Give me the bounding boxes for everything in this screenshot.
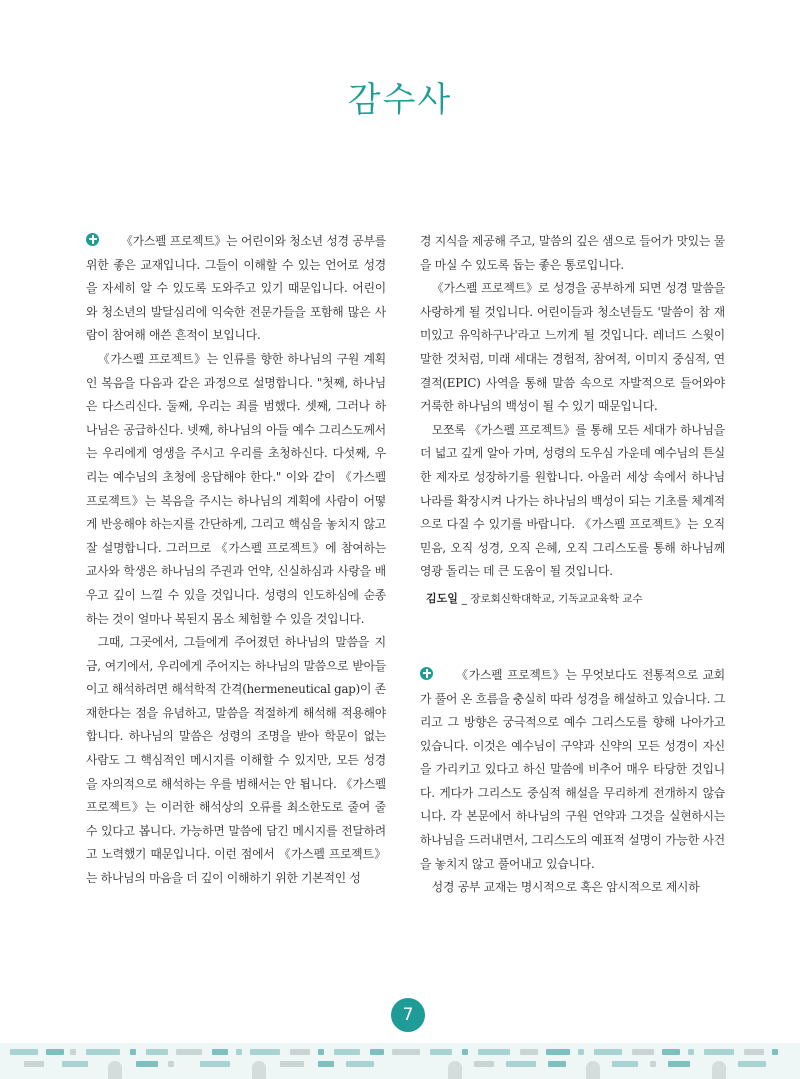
reviewer-name: 김도일 — [426, 591, 458, 605]
paragraph: 모쪼록 《가스펠 프로젝트》를 통해 모든 세대가 하나님을 더 넓고 깊게 알아 가며, 성령의 도우심 가운데 예수님의 튼실한 제자로 성장하기를 원합니다. 아울러 세상 속에서 하나님 나라를 확장시켜 나가는 하나님의 백성이 되는 기초를 체계적으로 다질 수 있기를 바랍니다. 《가스펠 프로젝트》는 오직 믿음, 오직 성경, 오직 은혜, 오직 그리스도를 통해 하나님께 영광 돌리는 데 큰 도움이 될 것입니다. — [420, 422, 725, 579]
reviewer-signature — [420, 590, 725, 606]
paragraph: 《가스펠 프로젝트》는 인류를 향한 하나님의 구원 계획인 복음을 다음과 같은 과정으로 설명합니다. "첫째, 하나님은 다스리신다. 둘째, 우리는 죄를 범했다. 셋째, 그러나 하나님은 공급하신다. 넷째, 하나님의 아들 예수 그리스도께서는 우리에게 영생을 주시고 우리를 초청하신다. 다섯째, 우리는 예수님의 초청에 응답해야 한다." 이와 같이 《가스펠 프로젝트》는 복음을 주시는 하나님의 계획에 사람이 어떻게 반응해야 하는지를 간단하게, 그리고 핵심을 놓치지 않고 잘 설명합니다. 그러므로 《가스펠 프로젝트》에 참여하는 교사와 학생은 하나님의 주권과 언약, 신실하심과 사랑을 배우고 깊이 느낄 수 있을 것입니다. 성령의 인도하심에 순종하는 것이 얼마나 복된지 몸소 체험할 수 있을 것입니다. — [86, 351, 386, 626]
paragraph — [86, 230, 386, 348]
page-title: 감수사 — [347, 80, 453, 120]
cross-bullet-icon — [420, 667, 433, 680]
paragraph: 《가스펠 프로젝트》로 성경을 공부하게 되면 성경 말씀을 사랑하게 될 것입니다. 어린이들과 청소년들도 '말씀이 참 재미있고 유익하구나'라고 느끼게 될 것입니다. 레너드 스윗이 말한 것처럼, 미래 세대는 경험적, 참여적, 이미지 중심적, 연결적(EPIC) 사역을 통해 말씀 속으로 자발적으로 들어와야 거룩한 하나님의 백성이 될 수 있기 때문입니다. — [420, 281, 725, 414]
paragraph-text: 《가스펠 프로젝트》는 무엇보다도 전통적으로 교회가 풀어 온 흐름을 충실히 따라 성경을 해설하고 있습니다. 그리고 그 방향은 궁극적으로 예수 그리스도를 향해 나아가고 있습니다. 이것은 예수님이 구약과 신약의 모든 성경이 자신을 가리키고 있다고 하신 말씀에 비추어 매우 타당한 것입니다. 게다가 그리스도 중심적 해설을 무리하게 전개하지 않습니다. 각 본문에서 하나님의 구원 언약과 그것을 실현하시는 하나님을 드러내면서, 그리스도의 예표적 설명이 가능한 사건을 놓치지 않고 풀어내고 있습니다. — [420, 667, 725, 871]
right-column — [420, 230, 725, 900]
reviewer-affiliation: _ 장로회신학대학교, 기독교교육학 교수 — [461, 592, 643, 605]
page-number: 7 — [391, 998, 425, 1032]
paragraph: 성경 공부 교재는 명시적으로 혹은 암시적으로 제시하 — [431, 880, 700, 895]
left-column — [86, 230, 386, 891]
paragraph — [420, 664, 725, 876]
paragraph: 경 지식을 제공해 주고, 말씀의 깊은 샘으로 들어가 맛있는 물을 마실 수 있도록 돕는 좋은 통로입니다. — [420, 234, 725, 272]
decorative-footer-pattern — [0, 1043, 800, 1079]
paragraph: 그때, 그곳에서, 그들에게 주어졌던 하나님의 말씀을 지금, 여기에서, 우리에게 주어지는 하나님의 말씀으로 받아들이고 해석하려면 해석학적 간격(hermeneutical gap)이 존재한다는 점을 유념하고, 말씀을 적절하게 해석해 적용해야 합니다. 하나님의 말씀은 성령의 조명을 받아 학문이 없는 사람도 그 핵심적인 메시지를 이해할 수 있지만, 모든 성경을 자의적으로 해석하는 우를 범해서는 안 됩니다. 《가스펠 프로젝트》는 이러한 해석상의 오류를 최소한도로 줄여 줄 수 있다고 봅니다. 가능하면 말씀에 담긴 메시지를 전달하려고 노력했기 때문입니다. 이런 점에서 《가스펠 프로젝트》는 하나님의 마음을 더 깊이 이해하기 위한 기본적인 성 — [86, 635, 386, 886]
cross-bullet-icon — [86, 233, 99, 246]
paragraph-text: 《가스펠 프로젝트》는 어린이와 청소년 성경 공부를 위한 좋은 교재입니다. 그들이 이해할 수 있는 언어로 성경을 자세히 알 수 있도록 도와주고 있기 때문입니다. 어린이와 청소년의 발달심리에 익숙한 전문가들을 포함해 많은 사람이 참여해 애쓴 흔적이 보입니다. — [86, 234, 386, 343]
